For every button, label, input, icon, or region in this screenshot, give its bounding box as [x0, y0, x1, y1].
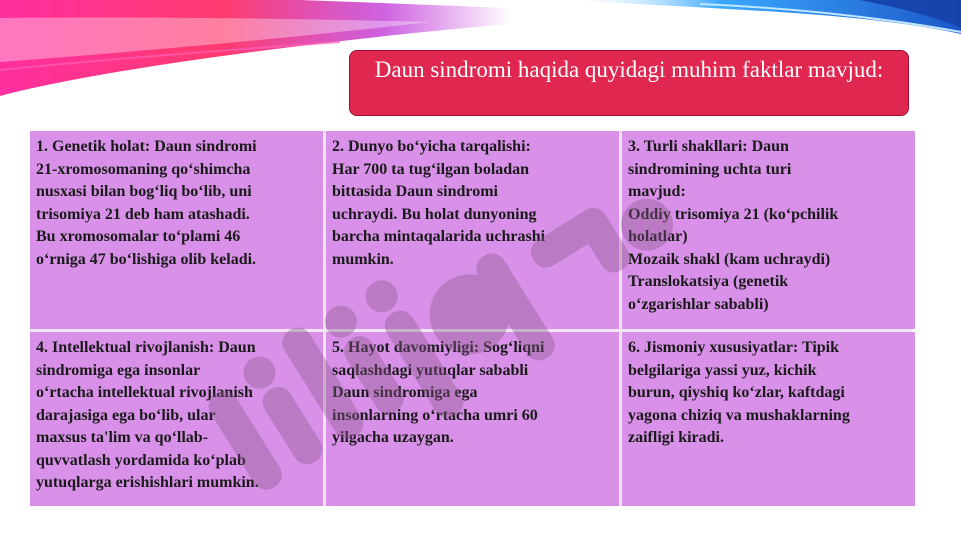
fact-line: trisomiya 21 deb ham atashadi. — [36, 205, 250, 223]
fact-line: zaifligi kiradi. — [628, 429, 724, 446]
fact-line: 3. Turli shakllari: Daun — [628, 138, 789, 155]
fact-line: Bu xromosomalar to‘plami 46 — [36, 228, 241, 245]
fact-line: Translokatsiya (genetik — [628, 273, 789, 290]
fact-cell-3 — [622, 131, 915, 329]
fact-line: yilgacha uzaygan. — [332, 429, 454, 446]
fact-line: yagona chiziq va mushaklarning — [628, 406, 850, 424]
fact-cell-6 — [622, 332, 915, 506]
fact-line: Daun sindromiga ega — [332, 384, 478, 401]
fact-line: o‘zgarishlar sababli) — [628, 295, 769, 313]
fact-line: holatlar) — [628, 228, 688, 245]
fact-line: Oddiy trisomiya 21 (ko‘pchilik — [628, 205, 839, 223]
fact-line: nusxasi bilan bog‘liq bo‘lib, uni — [36, 183, 252, 200]
fact-line: 6. Jismoniy xususiyatlar: Tipik — [628, 339, 840, 356]
fact-line: burun, qiyshiq ko‘zlar, kaftdagi — [628, 384, 845, 401]
fact-line: bittasida Daun sindromi — [332, 183, 498, 200]
fact-line: o‘rtacha intellektual rivojlanish — [36, 384, 253, 401]
fact-line: 5. Hayot davomiyligi: Sog‘liqni — [332, 339, 545, 356]
fact-cell-2 — [326, 131, 619, 329]
fact-line: sindromiga ega insonlar — [36, 361, 201, 379]
fact-line: darajasiga ega bo‘lib, ular — [36, 406, 216, 424]
fact-line: Har 700 ta tug‘ilgan boladan — [332, 160, 530, 178]
fact-line: maxsus ta'lim va qo‘llab- — [36, 429, 209, 446]
fact-line: yutuqlarga erishishlari mumkin. — [36, 474, 259, 491]
fact-cell-5 — [326, 332, 619, 506]
fact-line: barcha mintaqalarida uchrashi — [332, 228, 546, 245]
fact-line: mavjud: — [628, 183, 686, 200]
fact-line: quvvatlash yordamida ko‘plab — [36, 451, 246, 469]
fact-line: 4. Intellektual rivojlanish: Daun — [36, 339, 256, 356]
slide-title: Daun sindromi haqida quyidagi muhim faktlar mavjud: — [374, 57, 884, 82]
fact-line: insonlarning o‘rtacha umri 60 — [332, 406, 538, 424]
fact-cell-1 — [30, 131, 323, 329]
fact-line: uchraydi. Bu holat dunyoning — [332, 205, 537, 223]
fact-cell-4 — [30, 332, 323, 506]
fact-line: 2. Dunyo bo‘yicha tarqalishi: — [332, 138, 531, 155]
fact-line: o‘rniga 47 bo‘lishiga olib keladi. — [36, 250, 257, 268]
fact-line: Mozaik shakl (kam uchraydi) — [628, 250, 831, 268]
facts-table — [30, 131, 912, 506]
fact-line: sindromining uchta turi — [628, 160, 792, 178]
fact-line: 21-xromosomaning qo‘shimcha — [36, 160, 251, 178]
slide-title-box — [349, 50, 909, 116]
fact-line: 1. Genetik holat: Daun sindromi — [36, 138, 257, 155]
fact-line: belgilariga yassi yuz, kichik — [628, 361, 817, 379]
fact-line: saqlashdagi yutuqlar sababli — [332, 361, 529, 379]
fact-line: mumkin. — [332, 250, 394, 268]
